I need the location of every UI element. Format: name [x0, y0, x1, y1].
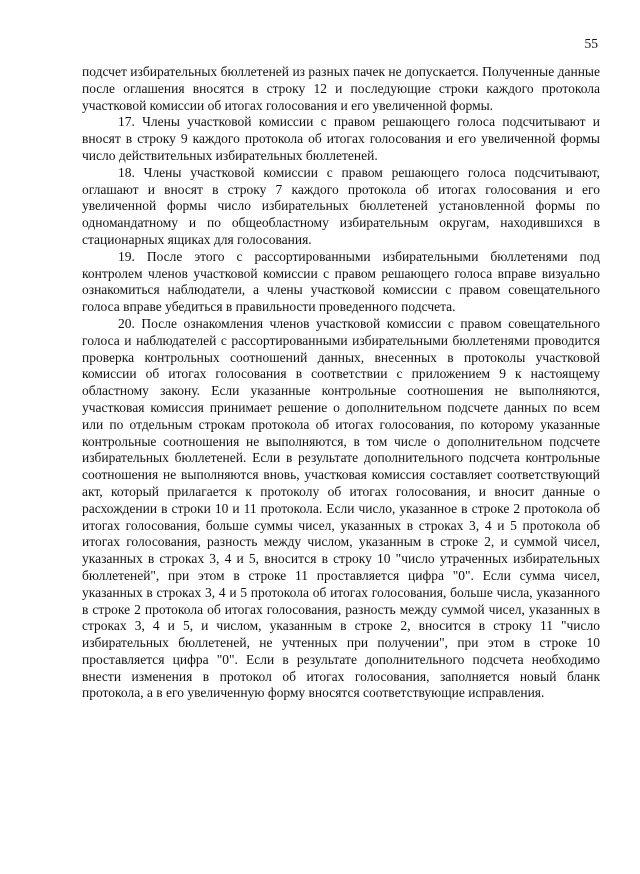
- document-body: [82, 64, 600, 702]
- paragraph-20: 20. После ознакомления членов участковой комиссии с правом совещательного голоса и наблюдателей с рассортированными избирательными бюллетенями проводится проверка контрольных соотношений данных, внесенных в протоколы участковой комиссии об итогах голосования в соответствии с приложением 9 к настоящему областному закону. Если указанные контрольные соотношения не выполняются, участковая комиссия принимает решение о дополнительном подсчете данных по всем или по отдельным строкам протокола об итогах голосования, по которому указанные контрольные соотношения не выполняются, в том числе о дополнительном подсчете избирательных бюллетеней. Если в результате дополнительного подсчета контрольные соотношения не выполняются вновь, участковая комиссия составляет соответствующий акт, который прилагается к протоколу об итогах голосования, и вносит данные о расхождении в строки 10 и 11 протокола. Если число, указанное в строке 2 протокола об итогах голосования, больше суммы чисел, указанных в строках 3, 4 и 5 протокола об итогах голосования, разность между числом, указанным в строке 2, и суммой чисел, указанных в строках 3, 4 и 5, вносится в строку 10 "число утраченных избирательных бюллетеней", при этом в строке 11 проставляется цифра "0". Если сумма чисел, указанных в строках 3, 4 и 5 протокола об итогах голосования, больше числа, указанного в строке 2 протокола об итогах голосования, разность между суммой чисел, указанных в строках 3, 4 и 5, и числом, указанным в строке 2, вносится в строку 11 "число избирательных бюллетеней, не учтенных при получении", при этом в строке 10 проставляется цифра "0". Если в результате дополнительного подсчета необходимо внести изменения в протокол об итогах голосования, заполняется новый бланк протокола, а в его увеличенную форму вносятся соответствующие исправления.: [82, 315, 600, 701]
- page-number: 55: [584, 36, 598, 51]
- paragraph-continuation: подсчет избирательных бюллетеней из разных пачек не допускается. Полученные данные после оглашения вносятся в строку 12 и последующие строки каждого протокола участковой комиссии об итогах голосования и его увеличенной формы.: [82, 64, 600, 113]
- paragraph-18: 18. Члены участковой комиссии с правом решающего голоса подсчитывают, оглашают и вносят в строку 7 каждого протокола об итогах голосования и его увеличенной формы число избирательных бюллетеней установленной формы по одномандатному и по общеобластному избирательным округам, находившихся в стационарных ящиках для голосования.: [82, 164, 600, 247]
- paragraph-19: 19. После этого с рассортированными избирательными бюллетенями под контролем членов участковой комиссии с правом решающего голоса вправе визуально ознакомиться наблюдатели, а члены участковой комиссии с правом совещательного голоса вправе убедиться в правильности проведенного подсчета.: [82, 248, 600, 315]
- paragraph-17: 17. Члены участковой комиссии с правом решающего голоса подсчитывают и вносят в строку 9 каждого протокола об итогах голосования и его увеличенной формы число действительных избирательных бюллетеней.: [82, 114, 600, 163]
